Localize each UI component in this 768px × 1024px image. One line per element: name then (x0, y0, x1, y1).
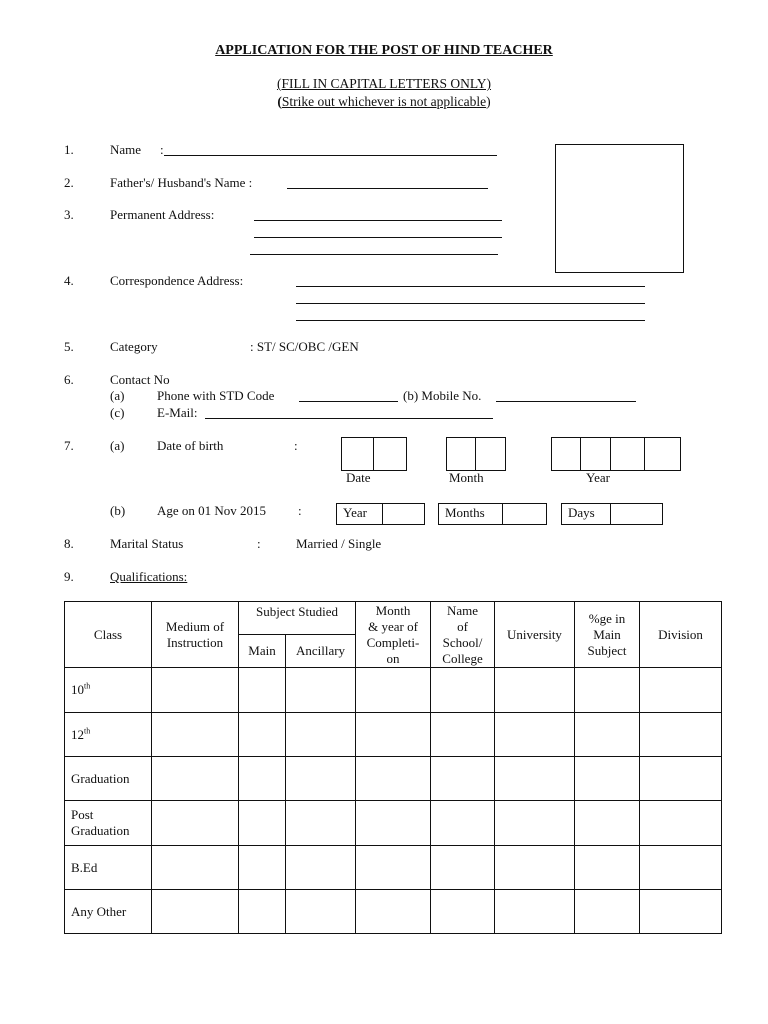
age-months-box[interactable] (438, 503, 547, 525)
age-b: (b) (110, 503, 126, 518)
field-8-number: 8. (64, 536, 74, 551)
header-division: Division (640, 602, 722, 668)
field-1-number: 1. (64, 142, 74, 157)
name-colon: : (160, 142, 164, 157)
row-label-bed: B.Ed (65, 846, 152, 890)
table-row (65, 846, 722, 890)
age-label: Age on 01 Nov 2015 (157, 503, 267, 518)
row-label-12th: 12th (65, 713, 152, 757)
age-colon: : (298, 503, 302, 518)
age-months-divider (502, 504, 503, 524)
correspondence-address-line-3[interactable] (296, 320, 645, 321)
form-note: (Strike out whichever is not applicable) (277, 94, 491, 109)
permanent-address-label: Permanent Address: (110, 207, 215, 222)
qualifications-label: Qualifications: (110, 569, 188, 584)
field-3-number: 3. (64, 207, 74, 222)
dob-date-boxes[interactable] (341, 437, 407, 471)
permanent-address-line-1[interactable] (254, 220, 502, 221)
dob-date-caption: Date (346, 470, 371, 485)
dob-year-divider-2 (610, 438, 611, 470)
dob-year-boxes[interactable] (551, 437, 681, 471)
age-year-box[interactable] (336, 503, 425, 525)
correspondence-address-line-1[interactable] (296, 286, 645, 287)
header-school: Name of School/ College (431, 602, 495, 668)
header-ancillary: Ancillary (286, 635, 356, 668)
name-field[interactable] (164, 155, 497, 156)
name-label: Name (110, 142, 142, 157)
row-label-any-other: Any Other (65, 890, 152, 934)
header-month-year: Month & year of Completi- on (356, 602, 431, 668)
email-label: E-Mail: (157, 405, 198, 420)
phone-label: Phone with STD Code (157, 388, 275, 403)
age-year-caption: Year (343, 505, 367, 520)
category-options[interactable]: : ST/ SC/OBC /GEN (250, 339, 359, 354)
form-subtitle: (FILL IN CAPITAL LETTERS ONLY) (276, 76, 492, 91)
row-label-post-graduation: Post Graduation (65, 801, 152, 846)
correspondence-address-label: Correspondence Address: (110, 273, 244, 288)
field-6-number: 6. (64, 372, 74, 387)
category-label: Category (110, 339, 158, 354)
marital-colon: : (257, 536, 261, 551)
table-row (65, 713, 722, 757)
age-days-box[interactable] (561, 503, 663, 525)
mobile-field[interactable] (496, 401, 636, 402)
contact-c: (c) (110, 405, 125, 420)
age-days-caption: Days (568, 505, 595, 520)
age-days-divider (610, 504, 611, 524)
age-year-divider (382, 504, 383, 524)
dob-year-divider-1 (580, 438, 581, 470)
row-label-10th: 10th (65, 668, 152, 713)
field-9-number: 9. (64, 569, 74, 584)
dob-month-boxes[interactable] (446, 437, 506, 471)
email-field[interactable] (205, 418, 493, 419)
age-months-caption: Months (445, 505, 485, 520)
field-5-number: 5. (64, 339, 74, 354)
correspondence-address-line-2[interactable] (296, 303, 645, 304)
dob-date-divider (373, 438, 374, 470)
contact-label: Contact No (110, 372, 170, 387)
header-main: Main (239, 635, 286, 668)
dob-year-caption: Year (586, 470, 610, 485)
header-subject-studied: Subject Studied (239, 602, 356, 635)
contact-a: (a) (110, 388, 125, 403)
form-title: APPLICATION FOR THE POST OF HIND TEACHER (215, 43, 553, 58)
marital-status-label: Marital Status (110, 536, 184, 551)
photo-box[interactable] (555, 144, 684, 273)
permanent-address-line-3[interactable] (250, 254, 498, 255)
dob-month-caption: Month (449, 470, 484, 485)
header-university: University (495, 602, 575, 668)
table-row (65, 668, 722, 713)
row-label-graduation: Graduation (65, 757, 152, 801)
dob-label: Date of birth (157, 438, 224, 453)
dob-year-divider-3 (644, 438, 645, 470)
field-4-number: 4. (64, 273, 74, 288)
dob-month-divider (475, 438, 476, 470)
table-row (65, 757, 722, 801)
header-class: Class (65, 602, 152, 668)
father-name-label: Father's/ Husband's Name : (110, 175, 253, 190)
dob-a: (a) (110, 438, 125, 453)
phone-field[interactable] (299, 401, 398, 402)
permanent-address-line-2[interactable] (254, 237, 502, 238)
dob-colon: : (294, 438, 298, 453)
father-name-field[interactable] (287, 188, 488, 189)
table-row (65, 801, 722, 846)
header-percent: %ge in Main Subject (575, 602, 640, 668)
qualifications-table (64, 601, 722, 934)
marital-status-options[interactable]: Married / Single (296, 536, 382, 551)
table-row (65, 890, 722, 934)
field-2-number: 2. (64, 175, 74, 190)
mobile-label: (b) Mobile No. (403, 388, 482, 403)
header-medium: Medium of Instruction (152, 602, 239, 668)
field-7-number: 7. (64, 438, 74, 453)
